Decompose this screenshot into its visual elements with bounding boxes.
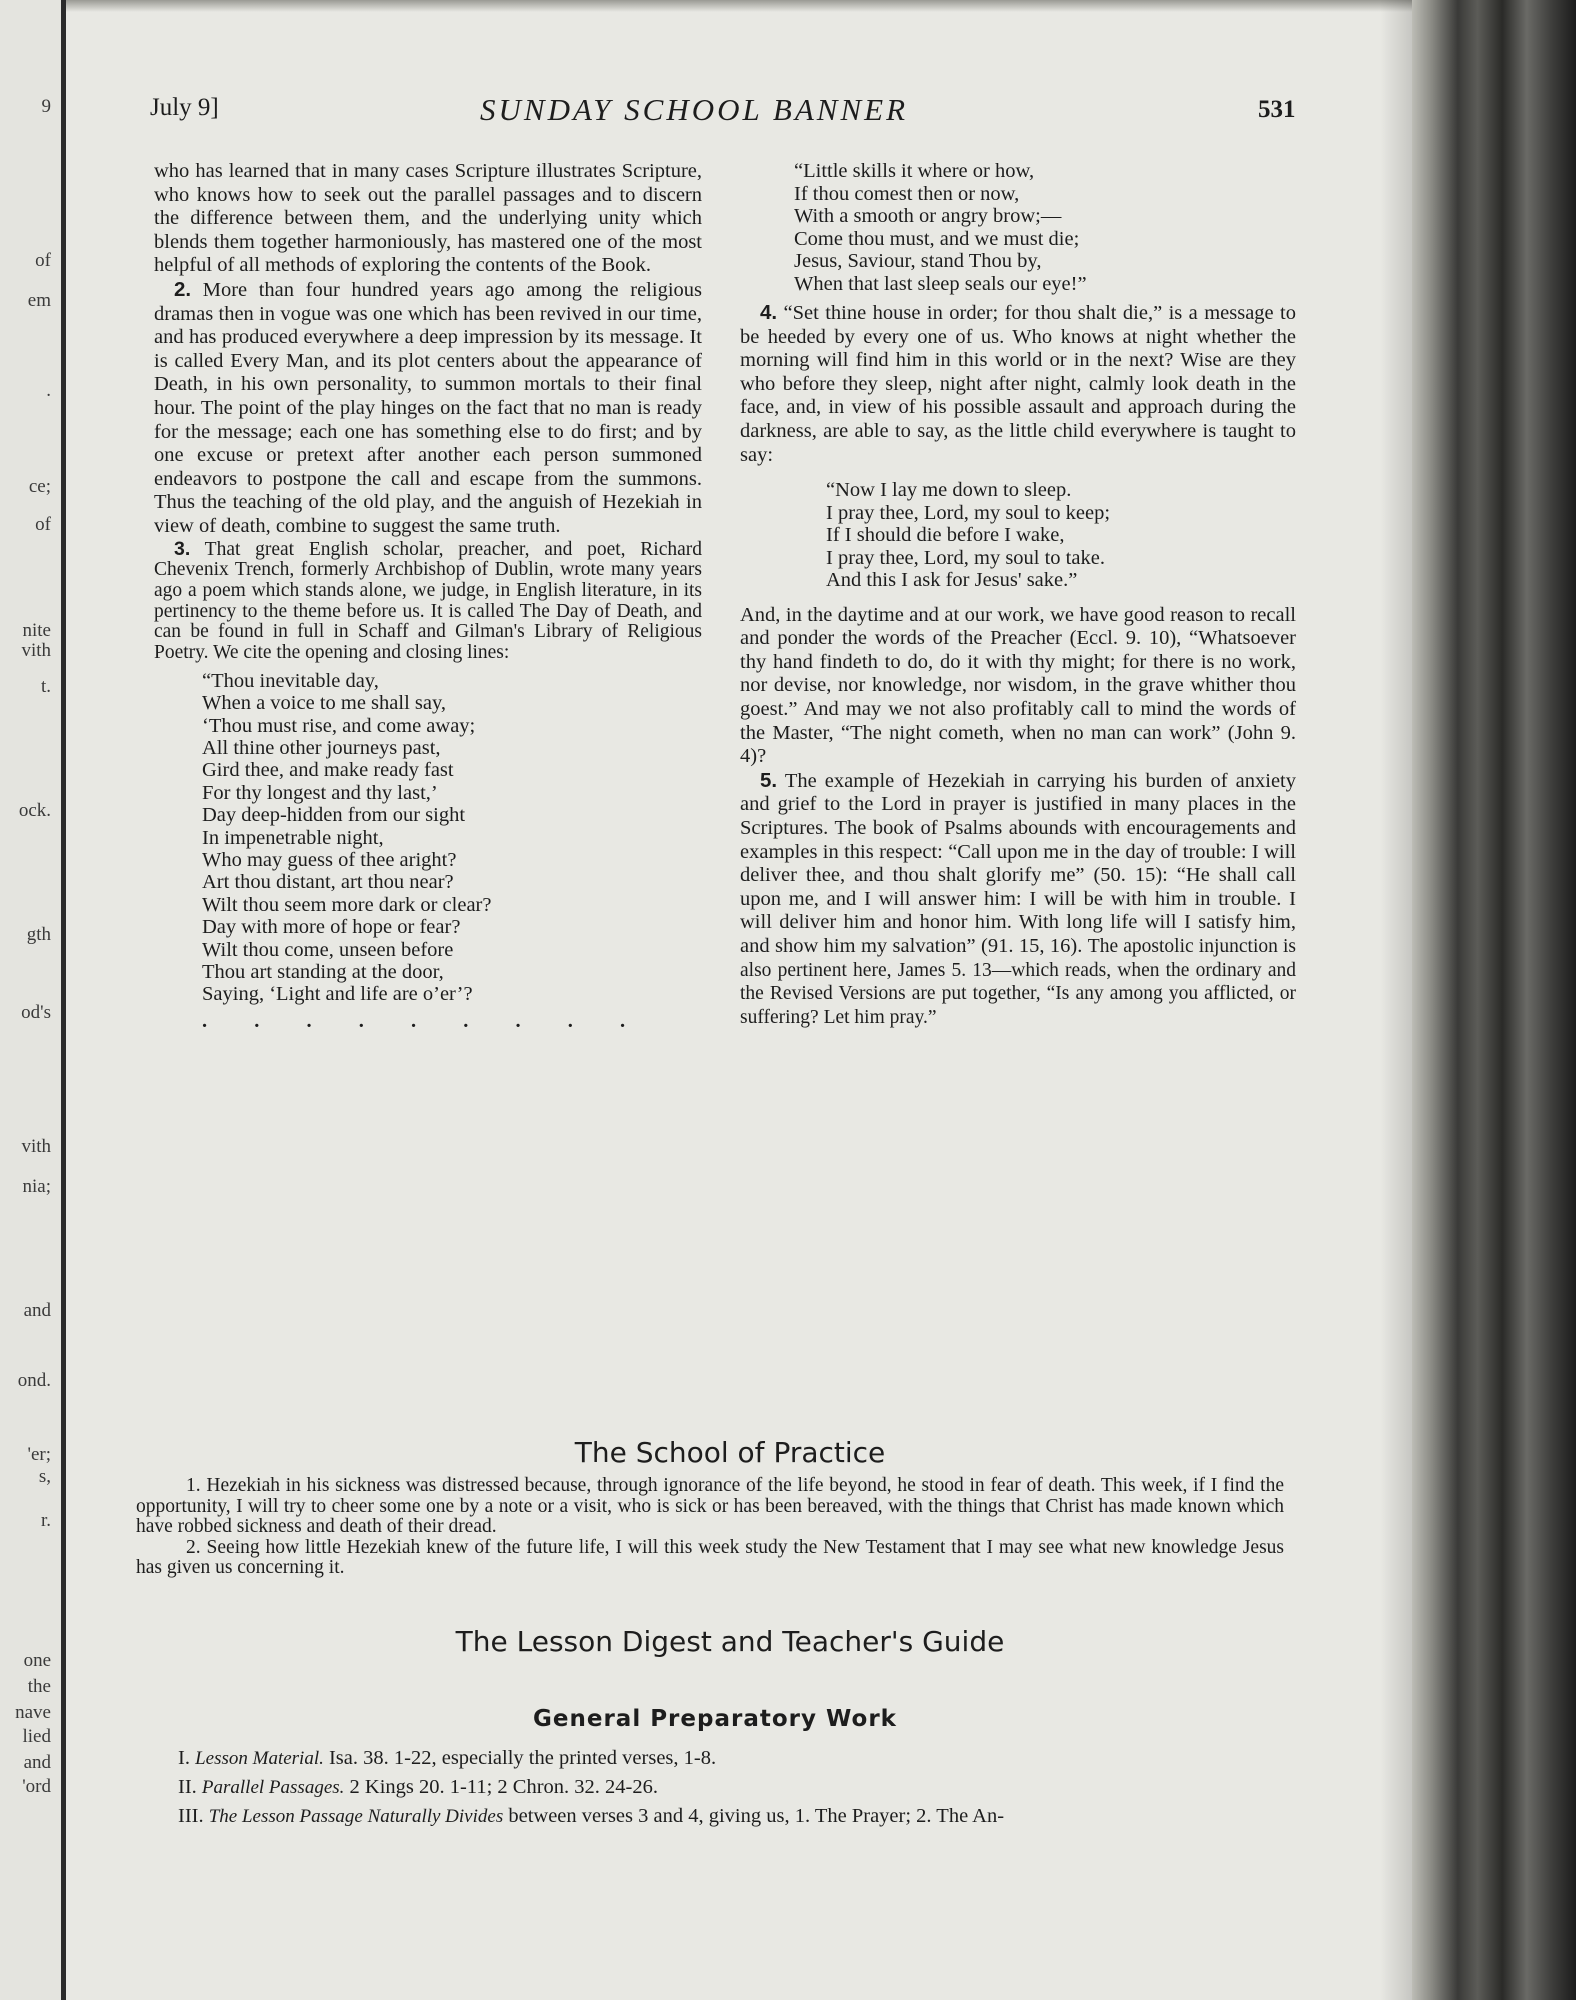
margin-fragment: and [23,1752,51,1773]
digest-item-label: Lesson Material. [195,1748,324,1769]
paragraph-5-continued: The apostolic injunction is also pertinent here, James 5. 13—which reads, when the ordinary and the Revised Versions are put together, “Is any among you afflicted, or suffering? Let him pray.” [740,935,1297,1028]
paragraph-2 [154,278,702,539]
margin-fragment: of [35,250,51,271]
preparatory-work-subheading: General Preparatory Work [533,1706,897,1732]
poem-day-of-death: “Thou inevitable day, When a voice to me shall say, ‘Thou must rise, and come away; All thine other journeys past, Gird thee, and make ready fast For thy longest and thy last,’ Day deep-hidden from our sight In impenetrable night, Who may guess of thee aright? Art thou distant, art thou near? Wilt thou seem more dark or clear? Day with more of hope or fear? Wilt thou come, unseen before Thou art standing at the door, Saying, ‘Light and life are o’er’? [202,669,492,1006]
digest-item-label: The Lesson Passage Naturally Divides [208,1806,504,1827]
paragraph-number: 4. [760,301,778,324]
paragraph-number: 3. [174,537,191,560]
margin-fragment: vith [21,640,51,661]
digest-item-text: between verses 3 and 4, giving us, 1. The Prayer; 2. The An- [508,1805,1005,1827]
paragraph-4-text: “Set thine house in order; for thou shalt die,” is a message to be heeded by every one of us. Who knows at night whether the morning will find him in this world or in the next? Wise are they who before they sleep, night after night, calmly look death in the face, and, in view of his possible assault and approach during the darkness, are able to say, as the little child everywhere is taught to say: [740,302,1296,466]
poem-now-i-lay-me: “Now I lay me down to sleep. I pray thee, Lord, my soul to keep; If I should die before I wake, I pray thee, Lord, my soul to take. And this I ask for Jesus' sake.” [826,479,1111,592]
digest-item [178,1802,1288,1831]
margin-fragment: 9 [41,96,51,117]
header-title: SUNDAY SCHOOL BANNER [480,92,909,127]
digest-item-label: Parallel Passages. [201,1777,345,1798]
digest-item [178,1773,1288,1802]
paragraph-4-continued: And, in the daytime and at our work, we have good reason to recall and ponder the words of the Preacher (Eccl. 9. 10), “Whatsoever thy hand findeth to do, do it with thy might; for there is no work, nor devise, nor knowledge, nor wisdom, in the grave whither thou goest.” And may we not also profitably call to mind the words of the Master, “The night cometh, when no man can work” (John 9. 4)? [740,603,1296,768]
margin-fragment: nave [15,1702,51,1723]
margin-fragment: vith [21,1136,51,1157]
poem-closing-lines: “Little skills it where or how, If thou comest then or now, With a smooth or angry brow;— Come thou must, and we must die; Jesus, Saviour, stand Thou by, When that last sleep seals our eye!” [794,160,1087,295]
page-number: 531 [1258,96,1296,123]
margin-fragment: r. [40,1510,51,1531]
digest-item-text: 2 Kings 20. 1-11; 2 Chron. 32. 24-26. [349,1776,658,1798]
margin-fragment: t. [40,676,51,697]
right-column [740,160,1296,1029]
header-date: July 9] [150,94,219,121]
margin-fragment: ond. [17,1370,51,1391]
previous-page-edge [0,0,66,2000]
margin-fragment: em [27,290,51,311]
paragraph-3 [154,539,702,664]
margin-fragment: the [27,1676,51,1697]
margin-fragment: ock. [18,800,51,821]
digest-item-number: II. [178,1776,197,1798]
left-column [154,160,702,1033]
margin-fragment: nia; [22,1176,51,1197]
margin-fragment: s, [38,1466,51,1487]
paragraph-number: 5. [760,768,778,792]
book-binding [1412,0,1576,2000]
margin-fragment: lied [22,1726,51,1747]
paragraph-2-text: More than four hundred years ago among the religious dramas then in vogue was one which has been revived in our time, and has produced everywhere a deep impression by its message. It is called Every Man, and its plot centers about the appearance of Death, in his own personality, to summon mortals to their final hour. The point of the play hinges on the fact that no man is ready for the message; each one has something else to do first; and by one excuse or pretext after another each person summoned endeavors to postpone the call and escape from the summons. Thus the teaching of the old play, and the anguish of Hezekiah in view of death, combine to suggest the same truth. [154,278,702,537]
margin-fragment: od's [21,1002,51,1023]
top-shadow [66,0,1412,12]
digest-item-text: Isa. 38. 1-22, especially the printed verses, 1-8. [328,1747,717,1769]
school-of-practice-body [136,1476,1284,1579]
school-of-practice-heading: The School of Practice [574,1436,886,1469]
ellipsis-dots: . . . . . . . . . [202,1009,647,1032]
digest-item-number: I. [178,1747,190,1769]
digest-item-number: III. [178,1805,204,1827]
margin-fragment: one [23,1650,51,1671]
paragraph-5 [740,769,1296,1030]
digest-list [178,1744,1288,1831]
paragraph-4 [740,301,1296,467]
margin-fragment: gth [26,924,51,945]
paragraph-5-text: The example of Hezekiah in carrying his burden of anxiety and grief to the Lord in prayer is justified in many places in the Scriptures. The book of Psalms abounds with encouragements and examples in this respect: “Call upon me in the day of trouble: I will deliver thee, and thou shalt glorify me” (50. 15): “He shall call upon me, and I will answer him: I will be with him in trouble. I will deliver him and honor him. With long life will I satisfy him, and show him my salvation” (91. 15, 16). [740,769,1296,957]
margin-fragment: . [46,380,51,401]
paragraph-1: who has learned that in many cases Scripture illustrates Scripture, who knows how to seek out the parallel passages and to discern the difference between them, and the underlying unity which blends them together harmoniously, has mastered one of the most helpful of all methods of exploring the contents of the Book. [154,160,702,277]
margin-fragment: 'er; [27,1444,51,1465]
practice-item-1: 1. Hezekiah in his sickness was distressed because, through ignorance of the life beyond, he stood in fear of death. This week, if I find the opportunity, I will try to cheer some one by a note or a visit, who is sick or has been bereaved, with the things that Christ has made known which have robbed sickness and death of their dread. [136,1475,1284,1537]
practice-item-2: 2. Seeing how little Hezekiah knew of the future life, I will this week study the New Testament that I may see what new knowledge Jesus has given us concerning it. [136,1536,1284,1578]
paragraph-number: 2. [174,277,192,301]
margin-fragment: nite [22,620,51,641]
paragraph-3-text: That great English scholar, preacher, and poet, Richard Chevenix Trench, formerly Archbishop of Dublin, wrote many years ago a poem which stands alone, we judge, in English literature, in its pertinency to the theme before us. It is called The Day of Death, and can be found in full in Schaff and Gilman's Library of Religious Poetry. We cite the opening and closing lines: [154,538,702,664]
digest-item [178,1744,1288,1773]
margin-fragment: of [35,514,51,535]
margin-fragment: ce; [28,476,51,497]
margin-fragment: 'ord [22,1776,51,1797]
lesson-digest-heading: The Lesson Digest and Teacher's Guide [455,1625,1005,1658]
margin-fragment: and [23,1300,51,1321]
running-header [150,94,1300,134]
